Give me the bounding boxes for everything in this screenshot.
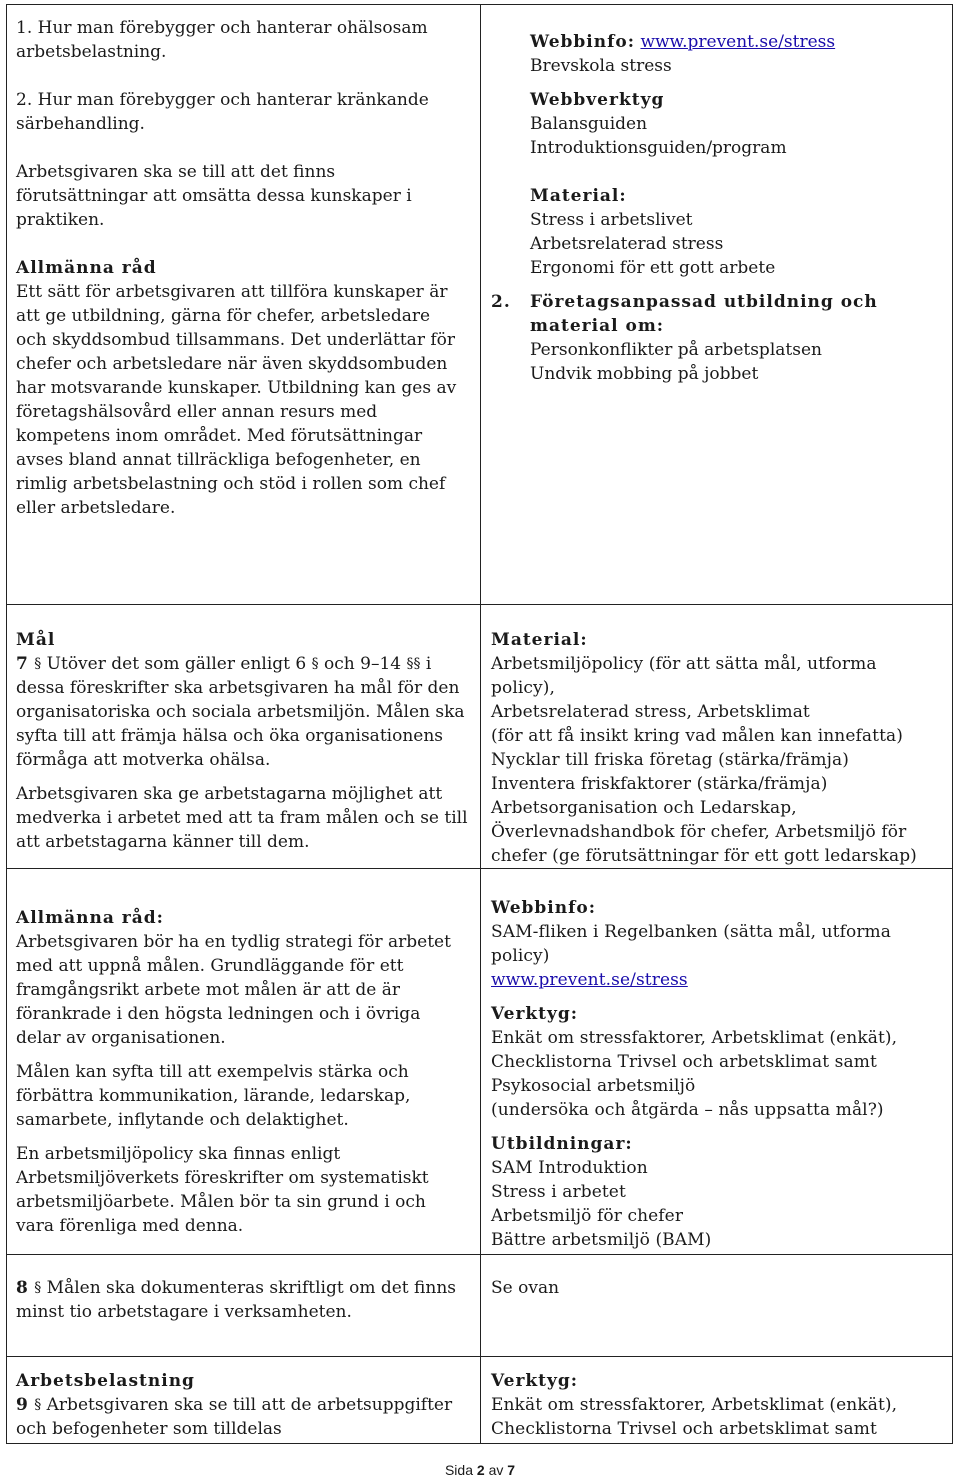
table-border-right [952, 4, 953, 1444]
knowledge-item-2: 2. Hur man förebygger och hanterar kränkande särbehandling. [16, 90, 429, 134]
material-item: Stress i arbetslivet [530, 210, 693, 230]
row-divider-4 [6, 1356, 953, 1357]
webbinfo-text: SAM-fliken i Regelbanken (sätta mål, utforma policy) [491, 922, 891, 966]
knowledge-item-1: 1. Hur man förebygger och hanterar ohälsosam arbetsbelastning. [16, 18, 428, 62]
general-advice-strategy: Arbetsgivaren bör ha en tydlig strategi för arbetet med att uppnå målen. Grundläggande för ett framgångsrikt arbete mot målen är att de är förankrade i den högsta ledningen och i övriga delar av organisationen. [16, 932, 451, 1048]
material-line: (för att få insikt kring vad målen kan innefatta) [491, 726, 903, 746]
table-border-middle [480, 4, 481, 1444]
general-advice-goals: Målen kan syfta till att exempelvis stärka och förbättra kommunikation, lärande, ledarskap, samarbete, inflytande och delaktighet. [16, 1062, 411, 1130]
general-advice-text: Ett sätt för arbetsgivaren att tillföra kunskaper är att ge utbildning, gärna för chefer, arbetsledare och skyddsombud tillsammans. Det underlättar för chefer och arbetsledare när även skyddsombuden har motsvarande kunskaper. Utbildning kan ges av företagshälsovård eller annan resurs med kompetens inom området. Med förutsättningar avses bland annat tillräckliga befogenheter, en rimlig arbetsbelastning och stöd i rollen som chef eller arbetsledare. [16, 282, 457, 518]
custom-training-label: Företagsanpassad utbildning och material om: [530, 292, 878, 336]
material-label: Material: [530, 186, 627, 206]
table-border-top [6, 4, 953, 5]
row4-left-cell [16, 1369, 468, 1441]
verktyg-label: Verktyg: [491, 1371, 579, 1391]
custom-training-item: Personkonflikter på arbetsplatsen [530, 340, 822, 360]
paragraph-sign-icon: § [34, 1397, 42, 1413]
utbildningar-label: Utbildningar: [491, 1134, 633, 1154]
verktyg-line: Enkät om stressfaktorer, Arbetsklimat (enkät), [491, 1395, 898, 1415]
current-page-number: 2 [476, 1462, 485, 1478]
webbverktyg-label: Webbverktyg [530, 90, 665, 110]
utbildning-item: Bättre arbetsmiljö (BAM) [491, 1230, 712, 1250]
utbildning-item: Stress i arbetet [491, 1182, 626, 1202]
material-line: Nycklar till friska företag (stärka/främja) [491, 750, 849, 770]
verktyg-line: (undersöka och åtgärda – nås uppsatta mål?) [491, 1100, 884, 1120]
paragraph-sign-icon: § [34, 1280, 42, 1296]
employer-requirement: Arbetsgivaren ska se till att det finns förutsättningar att omsätta dessa kunskaper i praktiken. [16, 162, 412, 230]
section-7-number: 7 [16, 654, 29, 674]
row4-right-cell [491, 1369, 946, 1441]
material-label: Material: [491, 630, 588, 650]
page-of-label: av [488, 1462, 504, 1478]
section-9-number: 9 [16, 1395, 29, 1415]
section-8-text: 8 § Målen ska dokumenteras skriftligt om det finns minst tio arbetstagare i verksamheten. [16, 1278, 456, 1322]
material-line: Arbetsmiljöpolicy (för att sätta mål, utforma policy), [491, 654, 877, 698]
prevent-stress-link[interactable]: www.prevent.se/stress [491, 970, 688, 990]
row3-right-cell [491, 1276, 946, 1300]
section-8-number: 8 [16, 1278, 29, 1298]
section-7-text: 7 § Utöver det som gäller enligt 6 § och 9–14 §§ i dessa föreskrifter ska arbetsgivaren ha mål för den organisatoriska och sociala arbetsmiljön. Målen ska syfta till att främja hälsa och öka organisationens förmåga att motverka ohälsa. [16, 654, 465, 770]
verktyg-label: Verktyg: [491, 1004, 579, 1024]
goals-heading: Mål [16, 630, 56, 650]
webbinfo-label: Webbinfo: [530, 32, 636, 52]
page-footer [0, 1462, 960, 1478]
custom-training-number: 2. [491, 292, 511, 312]
paragraph-sign-icon: § [34, 656, 42, 672]
section-7-participation: Arbetsgivaren ska ge arbetstagarna möjlighet att medverka i arbetet med att ta fram målen och se till att arbetstagarna känner till dem. [16, 784, 468, 852]
verktyg-line: Enkät om stressfaktorer, Arbetsklimat (enkät), [491, 1028, 898, 1048]
verktyg-line: Checklistorna Trivsel och arbetsklimat samt [491, 1052, 877, 1072]
total-page-count: 7 [507, 1462, 516, 1478]
row2-right-cell [491, 628, 946, 1252]
table-border-bottom [6, 1443, 953, 1444]
row2-left-cell [16, 628, 468, 1238]
row-divider-1 [6, 604, 953, 605]
workload-heading: Arbetsbelastning [16, 1371, 195, 1391]
material-line: Arbetsorganisation och Ledarskap, [491, 798, 797, 818]
section-9-text: 9 § Arbetsgivaren ska se till att de arbetsuppgifter och befogenheter som tilldelas [16, 1395, 453, 1439]
material-line: Inventera friskfaktorer (stärka/främja) [491, 774, 828, 794]
see-above-text: Se ovan [491, 1278, 560, 1298]
prevent-stress-link[interactable]: www.prevent.se/stress [640, 32, 836, 52]
general-advice-heading: Allmänna råd [16, 258, 157, 278]
table-border-left [6, 4, 7, 1444]
utbildning-item: Arbetsmiljö för chefer [491, 1206, 684, 1226]
verktyg-line: Psykosocial arbetsmiljö [491, 1076, 696, 1096]
webbinfo-line [530, 30, 945, 54]
webbverktyg-item: Balansguiden [530, 114, 648, 134]
material-item: Ergonomi för ett gott arbete [530, 258, 776, 278]
custom-training-item: Undvik mobbing på jobbet [530, 364, 759, 384]
general-advice-policy: En arbetsmiljöpolicy ska finnas enligt Arbetsmiljöverkets föreskrifter om systematiskt arbetsmiljöarbete. Målen bör ta sin grund i och vara förenliga med denna. [16, 1144, 429, 1236]
paragraph-sign-icon: §§ [406, 656, 421, 672]
utbildning-item: SAM Introduktion [491, 1158, 648, 1178]
material-line: Arbetsrelaterad stress, Arbetsklimat [491, 702, 810, 722]
brevskola-item: Brevskola stress [530, 56, 672, 76]
row-divider-3 [6, 1254, 953, 1255]
page-label: Sida [444, 1462, 473, 1478]
row1-right-cell [530, 30, 945, 280]
row3-left-cell [16, 1276, 466, 1324]
general-advice-heading: Allmänna råd: [16, 908, 164, 928]
webbverktyg-item: Introduktionsguiden/program [530, 138, 787, 158]
material-item: Arbetsrelaterad stress [530, 234, 724, 254]
material-line: Överlevnadshandbok för chefer, Arbetsmiljö för chefer (ge förutsättningar för ett gott ledarskap) [491, 822, 917, 866]
webbinfo-label: Webbinfo: [491, 898, 597, 918]
verktyg-line: Checklistorna Trivsel och arbetsklimat samt [491, 1419, 877, 1439]
row1-left-cell [16, 16, 466, 520]
custom-training-block [491, 290, 946, 386]
paragraph-sign-icon: § [311, 656, 319, 672]
